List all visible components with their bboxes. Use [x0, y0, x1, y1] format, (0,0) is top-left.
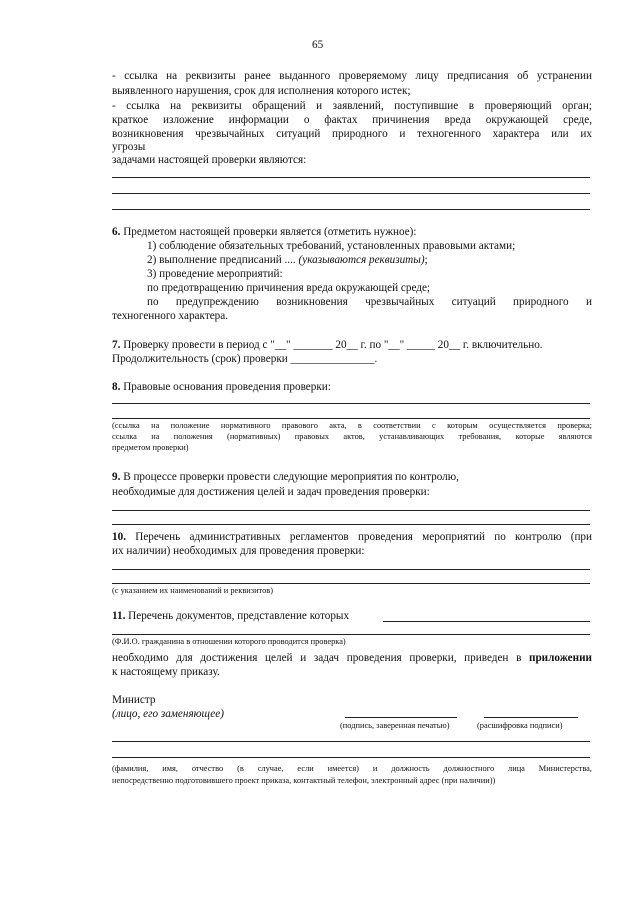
section-8-note-3: предметом проверки)	[112, 443, 189, 452]
section-7-period: Проверку провести в период с "__" _______ 20__ г. по "__" _____ 20__ г. включительно.	[123, 339, 543, 351]
section-11-text-2: необходимо для достижения целей и задач проведения проверки, приведен в	[112, 652, 530, 664]
fill-line	[112, 757, 590, 758]
section-9-line-1	[112, 470, 459, 484]
section-number: 8.	[112, 381, 121, 393]
fill-line	[383, 621, 590, 622]
section-6-item-1: 1) соблюдение обязательных требований, установленных правовыми актами;	[147, 240, 516, 252]
section-8-heading	[112, 380, 331, 394]
section-10-note: (с указанием их наименований и реквизитов)	[112, 586, 274, 595]
footer-note-1: (фамилия, имя, отчество (в случае, если имеется) и должность должностного лица Министерства,	[112, 764, 592, 773]
minister-label: Министр	[112, 694, 156, 706]
section-6-item-6: техногенного характера.	[112, 310, 229, 322]
intro-line-7: задачами настоящей проверки являются:	[112, 154, 307, 166]
fill-line	[112, 569, 590, 570]
appendix-word: приложении	[529, 652, 592, 664]
fill-line	[112, 209, 590, 210]
section-11-note: (Ф.И.О. гражданина в отношении которого проводится проверка)	[112, 637, 346, 646]
section-8-title: Правовые основания проведения проверки:	[123, 381, 331, 393]
signature-line	[345, 717, 457, 718]
intro-line-5: возникновения чрезвычайных ситуаций природного и техногенного характера или их	[112, 128, 592, 140]
section-6-item-3: 3) проведение мероприятий:	[147, 268, 283, 280]
intro-line-6: угрозы	[112, 141, 146, 153]
section-number: 6.	[112, 226, 121, 238]
item-2-end: ;	[424, 254, 428, 266]
fill-line	[112, 741, 590, 742]
fill-line	[112, 634, 590, 635]
fill-line	[112, 524, 590, 525]
item-2-text: 2) выполнение предписаний ....	[147, 254, 299, 266]
intro-line-1: - ссылка на реквизиты ранее выданного проверяемому лицу предписания об устранении	[112, 70, 592, 82]
section-6-item-5: по предупреждению возникновения чрезвычайных ситуаций природного и	[147, 296, 592, 308]
section-6-item-2	[147, 253, 428, 267]
item-2-italic: (указываются реквизиты)	[298, 254, 425, 266]
fill-line	[112, 583, 590, 584]
section-10-line-1	[112, 530, 592, 544]
section-11-line-1	[112, 609, 349, 623]
fill-line	[112, 510, 590, 511]
decoding-line	[484, 717, 578, 718]
section-6-heading	[112, 225, 417, 239]
section-11-line-3: к настоящему приказу.	[112, 666, 220, 678]
section-11-text: Перечень документов, представление которых	[128, 610, 350, 622]
section-6-item-4: по предотвращению причинения вреда окружающей среде;	[147, 282, 431, 294]
intro-line-3: - ссылка на реквизиты обращений и заявлений, поступившие в проверяющий орган;	[112, 100, 592, 112]
page-number: 65	[312, 39, 324, 51]
section-9-text: В процессе проверки провести следующие мероприятия по контролю,	[123, 471, 459, 483]
fill-line	[112, 403, 590, 404]
section-6-title: Предметом настоящей проверки является (отметить нужное):	[123, 226, 417, 238]
section-number: 11.	[112, 610, 126, 622]
section-8-note-1: (ссылка на положение нормативного правового акта, в соответствии с которым осуществляется проверка;	[112, 421, 592, 430]
section-7-line-2: Продолжительность (срок) проверки _______________.	[112, 353, 378, 365]
deputy-label: (лицо, его заменяющее)	[112, 708, 224, 720]
fill-line	[112, 177, 590, 178]
footer-note-2: непосредственно подготовившего проект приказа, контактный телефон, электронный адрес (при наличии))	[112, 776, 496, 785]
section-9-line-2: необходимые для достижения целей и задач проведения проверки:	[112, 486, 430, 498]
fill-line	[112, 193, 590, 194]
section-10-line-2: их наличии) необходимых для проведения проверки:	[112, 545, 365, 557]
intro-line-2: выявленного нарушения, срок для исполнения которого истек;	[112, 85, 411, 97]
fill-line	[112, 418, 590, 419]
section-11-line-2	[112, 651, 592, 665]
signature-caption: (подпись, заверенная печатью)	[340, 721, 450, 730]
intro-line-4: краткое изложение информации о фактах причинения вреда окружающей среде,	[112, 114, 592, 126]
section-10-text: Перечень административных регламентов проведения мероприятий по контролю (при	[135, 531, 593, 543]
decoding-caption: (расшифровка подписи)	[477, 721, 563, 730]
section-number: 10.	[112, 531, 126, 543]
section-8-note-2: ссылка на положения (нормативных) правовых актов, устанавливающих требования, которые являются	[112, 432, 592, 441]
section-7-line-1	[112, 338, 543, 352]
section-number: 9.	[112, 471, 121, 483]
section-number: 7.	[112, 339, 121, 351]
